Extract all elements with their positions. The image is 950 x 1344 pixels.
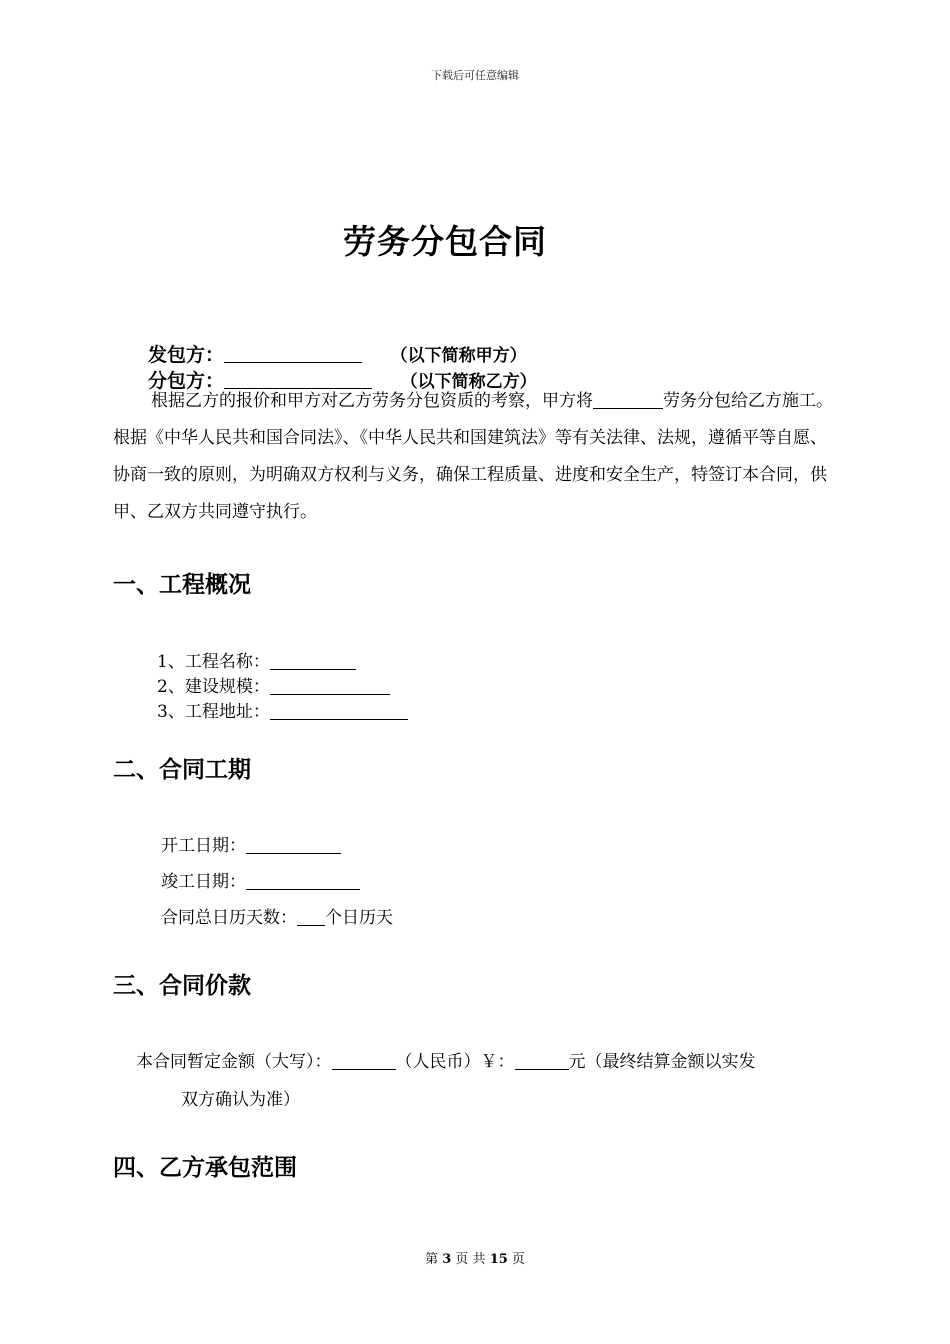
header-note: 下载后可任意编辑 (431, 69, 519, 82)
footer-middle: 页 共 (455, 1252, 486, 1267)
end-date-label: 竣工日期： (161, 872, 246, 892)
project-address-label: 3、工程地址： (157, 702, 270, 722)
footer-prefix: 第 (425, 1252, 439, 1267)
price-number-blank (515, 1052, 569, 1070)
start-date-line (161, 831, 341, 856)
price-part3: 元（最终结算金额以实发 (568, 1052, 756, 1072)
price-part1: 本合同暂定金额（大写）： (136, 1052, 332, 1072)
end-date-line (161, 867, 360, 892)
price-line (136, 1047, 756, 1072)
project-name-blank (270, 652, 356, 670)
intro-part2: 劳务分包给乙方施工。根据《中华人民共和国合同法》、《中华人民共和国建筑法》等有关法律、法规，遵循平等自愿、协商一致的原则，为明确双方权利与义务，确保工程质量、进度和安全生产，特签订本合同，供甲、乙双方共同遵守执行。 (113, 391, 833, 522)
document-title: 劳务分包合同 (343, 222, 547, 261)
price-line-2: 双方确认为准） (181, 1090, 300, 1110)
employer-blank (224, 344, 362, 363)
start-date-label: 开工日期： (161, 836, 246, 856)
price-words-blank (332, 1052, 396, 1070)
total-days-line (161, 903, 393, 928)
project-blank (593, 391, 663, 409)
section-heading-2: 二、合同工期 (113, 757, 251, 783)
intro-part1: 根据乙方的报价和甲方对乙方劳务分包资质的考察，甲方将 (151, 391, 593, 411)
project-scale-blank (270, 677, 390, 695)
project-address-line (157, 697, 408, 722)
contractor-label: 分包方： (148, 370, 225, 392)
end-date-blank (246, 872, 360, 890)
intro-paragraph (113, 383, 843, 531)
employer-note: （以下简称甲方） (390, 346, 527, 366)
project-address-blank (270, 702, 408, 720)
total-days-blank (297, 908, 325, 926)
page-footer (0, 1248, 950, 1267)
contractor-note: （以下简称乙方） (400, 372, 537, 392)
project-scale-line (157, 672, 390, 697)
footer-suffix: 页 (511, 1252, 525, 1267)
project-name-label: 1、工程名称： (157, 652, 270, 672)
section-heading-1: 一、工程概况 (113, 572, 251, 598)
total-days-suffix: 个日历天 (325, 908, 393, 928)
project-name-line (157, 647, 356, 672)
project-scale-label: 2、建设规模： (157, 677, 270, 697)
footer-total-pages: 15 (489, 1252, 508, 1267)
total-days-label: 合同总日历天数： (161, 908, 297, 928)
section-heading-4: 四、乙方承包范围 (113, 1155, 297, 1181)
price-part2: （人民币）￥： (395, 1052, 515, 1072)
start-date-blank (246, 836, 341, 854)
employer-line (148, 340, 527, 367)
section-heading-3: 三、合同价款 (113, 973, 251, 999)
employer-label: 发包方： (148, 344, 225, 366)
footer-page-number: 3 (442, 1252, 452, 1267)
